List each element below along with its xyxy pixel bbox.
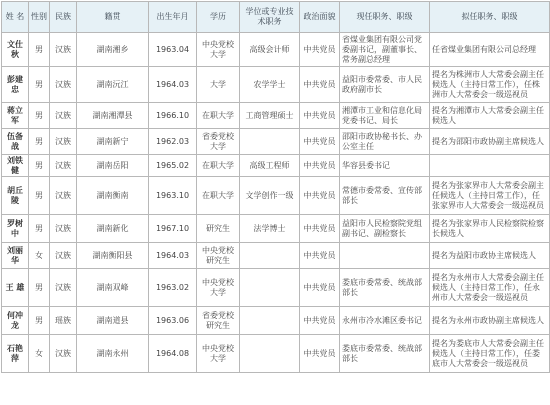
header-current-post: 现任职务、职级 <box>340 2 430 33</box>
cell-ethnicity: 汉族 <box>50 103 77 129</box>
cell-current-post: 益阳市人民检察院党组副书记、副检察长 <box>340 215 430 243</box>
cell-name: 蒋立军 <box>2 103 29 129</box>
cell-education: 省委党校研究生 <box>197 307 240 335</box>
cell-party: 中共党员 <box>300 307 340 335</box>
cell-party: 中共党员 <box>300 243 340 269</box>
cell-education: 中央党校研究生 <box>197 243 240 269</box>
cell-proposed-post: 提名为湘潭市人大常委会副主任候选人 <box>430 103 550 129</box>
header-name: 姓 名 <box>2 2 29 33</box>
cell-name: 王 雄 <box>2 269 29 307</box>
header-degree: 学位或专业技术职务 <box>240 2 300 33</box>
cell-gender: 男 <box>29 67 50 103</box>
cell-ethnicity: 汉族 <box>50 269 77 307</box>
cell-degree: 工商管理硕士 <box>240 103 300 129</box>
cell-current-post: 常德市委常委、宣传部部长 <box>340 177 430 215</box>
cell-gender: 男 <box>29 33 50 67</box>
cell-ethnicity: 汉族 <box>50 215 77 243</box>
table-row <box>2 103 550 129</box>
cell-origin: 湖南衡阳县 <box>77 243 149 269</box>
cell-current-post: 娄底市委常委、统战部部长 <box>340 335 430 373</box>
cell-degree: 法学博士 <box>240 215 300 243</box>
table-row <box>2 67 550 103</box>
cell-name: 石艳萍 <box>2 335 29 373</box>
cell-degree <box>240 129 300 155</box>
cell-degree: 高级会计师 <box>240 33 300 67</box>
cell-birth: 1965.02 <box>149 155 197 177</box>
cell-current-post: 邵阳市政协秘书长、办公室主任 <box>340 129 430 155</box>
cell-proposed-post: 提名为永州市人大常委会副主任候选人（主持日常工作），任永州市人大常委会一级巡视员 <box>430 269 550 307</box>
header-proposed-post: 拟任职务、职级 <box>430 2 550 33</box>
cell-name: 何冲龙 <box>2 307 29 335</box>
cell-origin: 湖南湘乡 <box>77 33 149 67</box>
cell-gender: 男 <box>29 177 50 215</box>
cell-name: 彭建忠 <box>2 67 29 103</box>
cell-proposed-post <box>430 155 550 177</box>
cell-party: 中共党员 <box>300 335 340 373</box>
table-row <box>2 307 550 335</box>
cell-party: 中共党员 <box>300 129 340 155</box>
cell-name: 刘铁健 <box>2 155 29 177</box>
cell-ethnicity: 瑶族 <box>50 307 77 335</box>
header-birth: 出生年月 <box>149 2 197 33</box>
cell-birth: 1963.04 <box>149 33 197 67</box>
cell-party: 中共党员 <box>300 67 340 103</box>
cell-current-post <box>340 243 430 269</box>
cell-gender: 男 <box>29 307 50 335</box>
cell-gender: 男 <box>29 155 50 177</box>
cell-current-post: 永州市冷水滩区委书记 <box>340 307 430 335</box>
cell-origin: 湖南岳阳 <box>77 155 149 177</box>
header-education: 学历 <box>197 2 240 33</box>
cell-proposed-post: 任省煤业集团有限公司总经理 <box>430 33 550 67</box>
cell-ethnicity: 汉族 <box>50 129 77 155</box>
cell-party: 中共党员 <box>300 177 340 215</box>
cell-degree: 文学创作一级 <box>240 177 300 215</box>
cell-ethnicity: 汉族 <box>50 33 77 67</box>
cell-birth: 1964.03 <box>149 243 197 269</box>
cell-name: 伍备战 <box>2 129 29 155</box>
cell-education: 在职大学 <box>197 103 240 129</box>
cell-education: 大学 <box>197 67 240 103</box>
table-row <box>2 269 550 307</box>
cell-proposed-post: 提名为永州市政协副主席候选人 <box>430 307 550 335</box>
cell-ethnicity: 汉族 <box>50 177 77 215</box>
cell-birth: 1963.10 <box>149 177 197 215</box>
cell-name: 罗树中 <box>2 215 29 243</box>
cell-gender: 男 <box>29 129 50 155</box>
cell-name: 刘丽华 <box>2 243 29 269</box>
cell-gender: 女 <box>29 335 50 373</box>
cell-origin: 湖南衡南 <box>77 177 149 215</box>
cell-degree: 农学学士 <box>240 67 300 103</box>
cell-origin: 湖南道县 <box>77 307 149 335</box>
cell-current-post: 华容县委书记 <box>340 155 430 177</box>
cell-name: 文仕秋 <box>2 33 29 67</box>
cell-origin: 湖南沅江 <box>77 67 149 103</box>
cell-proposed-post: 提名为株洲市人大常委会副主任候选人（主持日常工作），任株洲市人大常委会一级巡视员 <box>430 67 550 103</box>
cell-party: 中共党员 <box>300 215 340 243</box>
cell-origin: 湖南新宁 <box>77 129 149 155</box>
cell-education: 中央党校大学 <box>197 33 240 67</box>
cell-gender: 男 <box>29 215 50 243</box>
table-row <box>2 129 550 155</box>
header-gender: 性别 <box>29 2 50 33</box>
cell-degree: 高级工程师 <box>240 155 300 177</box>
cell-proposed-post: 提名为益阳市政协主席候选人 <box>430 243 550 269</box>
cell-proposed-post: 提名为张家界市人民检察院检察长候选人 <box>430 215 550 243</box>
header-party: 政治面貌 <box>300 2 340 33</box>
table-row <box>2 177 550 215</box>
cell-birth: 1962.03 <box>149 129 197 155</box>
cell-proposed-post: 提名为娄底市人大常委会副主任候选人（主持日常工作），任娄底市人大常委会一级巡视员 <box>430 335 550 373</box>
cell-birth: 1964.08 <box>149 335 197 373</box>
cell-gender: 男 <box>29 269 50 307</box>
cell-education: 在职大学 <box>197 177 240 215</box>
cell-ethnicity: 汉族 <box>50 335 77 373</box>
cell-degree <box>240 269 300 307</box>
cell-ethnicity: 汉族 <box>50 67 77 103</box>
cell-ethnicity: 汉族 <box>50 243 77 269</box>
cell-gender: 女 <box>29 243 50 269</box>
cell-name: 胡丘陵 <box>2 177 29 215</box>
cell-ethnicity: 汉族 <box>50 155 77 177</box>
table-header-row <box>2 2 550 33</box>
cell-degree <box>240 335 300 373</box>
cell-current-post: 省煤业集团有限公司党委副书记，副董事长、常务副总经理 <box>340 33 430 67</box>
cell-current-post: 益阳市委常委、市人民政府副市长 <box>340 67 430 103</box>
cell-proposed-post: 提名为张家界市人大常委会副主任候选人（主持日常工作），任张家界市人大常委会一级巡视员 <box>430 177 550 215</box>
table-row <box>2 215 550 243</box>
table-row <box>2 335 550 373</box>
cell-birth: 1963.02 <box>149 269 197 307</box>
cell-birth: 1967.10 <box>149 215 197 243</box>
appointment-notice-document <box>1 1 549 403</box>
table-row <box>2 155 550 177</box>
cell-birth: 1966.10 <box>149 103 197 129</box>
cell-education: 省委党校大学 <box>197 129 240 155</box>
cell-education: 研究生 <box>197 215 240 243</box>
cell-education: 中央党校大学 <box>197 335 240 373</box>
cell-education: 中央党校大学 <box>197 269 240 307</box>
cell-degree <box>240 307 300 335</box>
header-ethnicity: 民族 <box>50 2 77 33</box>
cell-proposed-post: 提名为邵阳市政协副主席候选人 <box>430 129 550 155</box>
cell-degree <box>240 243 300 269</box>
table-row <box>2 33 550 67</box>
cell-origin: 湖南新化 <box>77 215 149 243</box>
cell-education: 在职大学 <box>197 155 240 177</box>
cell-origin: 湖南永州 <box>77 335 149 373</box>
cell-current-post: 娄底市委常委、统战部部长 <box>340 269 430 307</box>
cell-birth: 1964.03 <box>149 67 197 103</box>
cell-party: 中共党员 <box>300 33 340 67</box>
cell-party: 中共党员 <box>300 269 340 307</box>
cadre-roster-table <box>1 1 550 373</box>
table-row <box>2 243 550 269</box>
cell-party: 中共党员 <box>300 155 340 177</box>
cell-birth: 1963.06 <box>149 307 197 335</box>
cell-party: 中共党员 <box>300 103 340 129</box>
cell-origin: 湖南双峰 <box>77 269 149 307</box>
cell-origin: 湖南湘潭县 <box>77 103 149 129</box>
cell-current-post: 湘潭市工业和信息化局党委书记、局长 <box>340 103 430 129</box>
header-origin: 籍贯 <box>77 2 149 33</box>
cell-gender: 男 <box>29 103 50 129</box>
